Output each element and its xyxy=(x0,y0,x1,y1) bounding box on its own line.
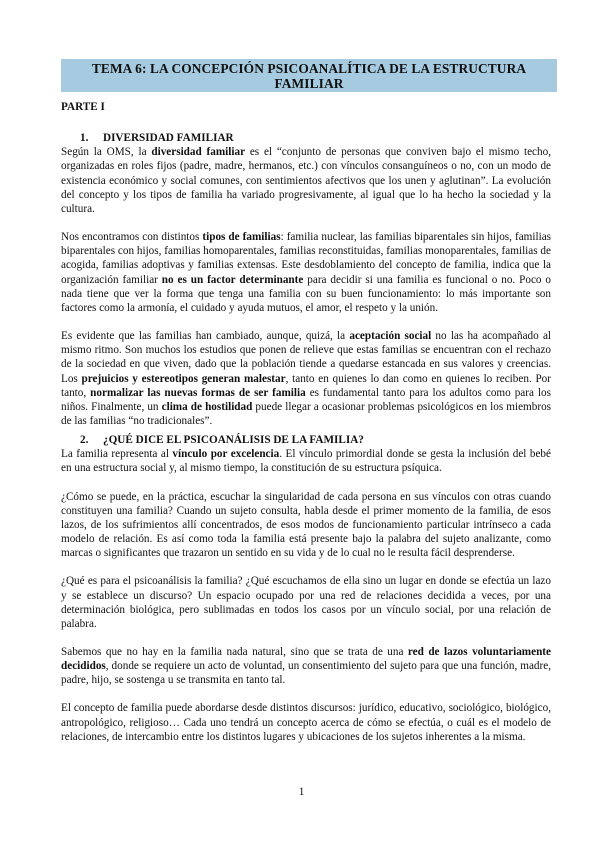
section-1-title: DIVERSIDAD FAMILIAR xyxy=(103,132,234,145)
section-1-paragraph-3: Es evidente que las familias han cambiado, aunque, quizá, la aceptación social no las ha acompañado al mismo ritmo. Son muchos los estudios que ponen de relieve que estas familias se encuentran con el rechazo de la sociedad en que viven, dado que la población tiende a quedarse estancada en sus valores y creencias. Los prejuicios y estereotipos generan malestar, tanto en quienes lo dan como en quienes lo reciben. Por tanto, normalizar las nuevas formas de ser familia es fundamental tanto para los adultos como para los niños. Finalmente, un clima de hostilidad puede llegar a ocasionar problemas psicológicos en los miembros de las familias “no tradicionales”. xyxy=(61,330,552,427)
section-1-paragraph-1: Según la OMS, la diversidad familiar es el “conjunto de personas que conviven bajo el mismo techo, organizadas en roles fijos (padre, madre, hermanos, etc.) con vínculos consanguíneos o no, con un modo de existencia económico y social comunes, con sentimientos afectivos que los unen y aglutinan”. La evolución del concepto y los tipos de familia ha variado progresivamente, al igual que lo ha hecho la sociedad y la cultura. xyxy=(61,146,551,215)
section-2-heading xyxy=(61,433,551,447)
section-2-paragraph-4: Sabemos que no hay en la familia nada natural, sino que se trata de una red de lazos voluntariamente decididos, donde se requiere un acto de voluntad, un consentimiento del sujeto para que una función, madre, padre, hijo, se sostenga u se transmita en tanto tal. xyxy=(61,646,552,687)
section-1-number: 1. xyxy=(80,132,89,145)
section-1-paragraph-2: Nos encontramos con distintos tipos de familias: familia nuclear, las familias biparentales sin hijos, familias biparentales con hijos, familias homoparentales, familias reconstituidas, familias monoparentales, familias de acogida, familias adoptivas y familias extensas. Este desdoblamiento del concepto de familia, indica que la organización familiar no es un factor determinante para decidir si una familia es funcional o no. Poco o nada tiene que ver la forma que tenga una familia con su buen funcionamiento: lo más importante son factores como la armonía, el cuidado y ayuda mutuos, el amor, el respeto y la unión. xyxy=(61,231,552,314)
part-heading: PARTE I xyxy=(61,101,105,113)
section-2-number: 2. xyxy=(80,434,89,447)
section-2-title: ¿QUÉ DICE EL PSICOANÁLISIS DE LA FAMILIA? xyxy=(103,434,364,447)
section-1-heading xyxy=(61,131,551,145)
document-body xyxy=(61,100,551,744)
section-2-paragraph-1: La familia representa al vínculo por excelencia. El vínculo primordial donde se gesta la inclusión del bebé en una estructura social y, al mismo tiempo, la constitución de su estructura psíquica. xyxy=(61,448,551,475)
page-number: 1 xyxy=(298,786,305,798)
document-title: TEMA 6: LA CONCEPCIÓN PSICOANALÍTICA DE LA ESTRUCTURA FAMILIAR xyxy=(61,59,557,92)
section-2-paragraph-5: El concepto de familia puede abordarse desde distintos discursos: jurídico, educativo, sociológico, biológico, antropológico, religioso… Cada uno tendrá un concepto acerca de cómo se efectúa, o cuál es el modelo de relaciones, de intercambio entre los distintos lugares y ubicaciones de los sujetos inherentes a la misma. xyxy=(61,702,551,743)
section-2-paragraph-2: ¿Cómo se puede, en la práctica, escuchar la singularidad de cada persona en sus vínculos con otras cuando constituyen una familia? Cuando un sujeto consulta, habla desde el primer momento de la familia, de esos lazos, de los sufrimientos allí concentrados, de esos modos de funcionamiento particular intrínseco a cada modelo de relación. Es así como toda la familia está presente bajo la palabra del sujeto analizante, como marcas o significantes que trazaron un sentido en su vida y de lo cual no le resulta fácil desprenderse. xyxy=(61,490,551,560)
section-2-paragraph-3: ¿Qué es para el psicoanálisis la familia? ¿Qué escuchamos de ella sino un lugar en donde se efectúa un lazo y se establece un discurso? Un espacio ocupado por una red de relaciones decidida a veces, por una determinación biológica, pero sublimadas en todos los casos por un vínculo social, por una relación de palabra. xyxy=(61,575,551,630)
